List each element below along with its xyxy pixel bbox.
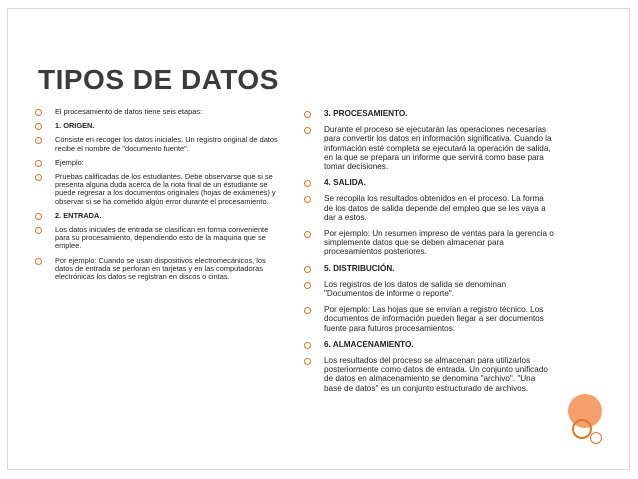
list-item: Ejemplo:: [35, 159, 283, 167]
bullet-icon: [304, 127, 311, 134]
bullet-icon: [304, 266, 311, 273]
list-item-heading: 1. ORIGEN.: [35, 122, 283, 130]
bullet-icon: [304, 358, 311, 365]
bullet-icon: [35, 160, 42, 167]
bullet-icon: [35, 174, 42, 181]
list-item: El procesamiento de datos tiene seis etapas:: [35, 108, 283, 116]
list-item: Pruebas calificadas de los estudiantes. Debe observarse que si se presenta alguna duda acerca de la nota final de un estudiante se puede regresar a los documentos originales (hojas de exámenes) y observar si se ha cometido algún error durante el procesamiento.: [35, 173, 283, 206]
list-item: Por ejemplo: Las hojas que se envían a registro técnico. Los documentos de información pueden llegar a ser documentos fuente para futuros procesamientos.: [304, 305, 554, 333]
list-item-heading: 6. ALMACENAMIENTO.: [304, 340, 554, 349]
bullet-icon: [35, 123, 42, 130]
decorative-circle-ring: [572, 419, 592, 439]
list-item: Los registros de los datos de salida se denominan "Documentos de informe o reporte".: [304, 280, 554, 298]
list-item: Por ejemplo: Cuando se usan dispositivos electromecánicos, los datos de entrada se perforan en tarjetas y en las computadoras electrónicas los datos se registran en discos o cintas.: [35, 257, 283, 282]
bullet-icon: [304, 196, 311, 203]
bullet-icon: [35, 227, 42, 234]
bullet-icon: [35, 109, 42, 116]
bullet-icon: [304, 282, 311, 289]
bullet-icon: [304, 180, 311, 187]
list-item: Los resultados del proceso se almacenan para utilizarlos posteriormente como datos de entrada. Un conjunto unificado de datos en almacenamiento se denomina "archivo". "Una base de datos" es un conjunto estructurado de archivos.: [304, 356, 554, 393]
left-column: [35, 108, 283, 287]
bullet-icon: [304, 342, 311, 349]
bullet-icon: [304, 307, 311, 314]
slide-title: TIPOS DE DATOS: [38, 64, 279, 95]
list-item: Los datos iniciales de entrada se clasifican en forma conveniente para su procesamiento, dependiendo esto de la maquina que se emplee.: [35, 226, 283, 251]
bullet-icon: [35, 258, 42, 265]
list-item: Se recopila los resultados obtenidos en el proceso. La forma de los datos de salida depende del empleo que se les vaya a dar a estos.: [304, 194, 554, 222]
right-column: [304, 109, 554, 400]
list-item-heading: 4. SALIDA.: [304, 178, 554, 187]
decorative-circle-small: [590, 432, 602, 444]
list-item-heading: 5. DISTRIBUCIÓN.: [304, 264, 554, 273]
list-item: Durante el proceso se ejecutarán las operaciones necesarias para convertir los datos en información significativa. Cuando la información esté completa se ejecutará la operación de salida, en la que se prepara un informe que servirá como base para tomar decisiones.: [304, 125, 554, 171]
list-item: Por ejemplo: Un resumen impreso de ventas para la gerencia o simplemente datos que se deben almacenar para procesamientos posteriores.: [304, 229, 554, 257]
bullet-icon: [35, 213, 42, 220]
bullet-icon: [304, 231, 311, 238]
bullet-icon: [304, 111, 311, 118]
list-item: Consiste en recoger los datos iniciales. Un registro original de datos recibe el nombre de "documento fuente".: [35, 136, 283, 152]
list-item-heading: 2. ENTRADA.: [35, 212, 283, 220]
bullet-icon: [35, 137, 42, 144]
list-item-heading: 3. PROCESAMIENTO.: [304, 109, 554, 118]
